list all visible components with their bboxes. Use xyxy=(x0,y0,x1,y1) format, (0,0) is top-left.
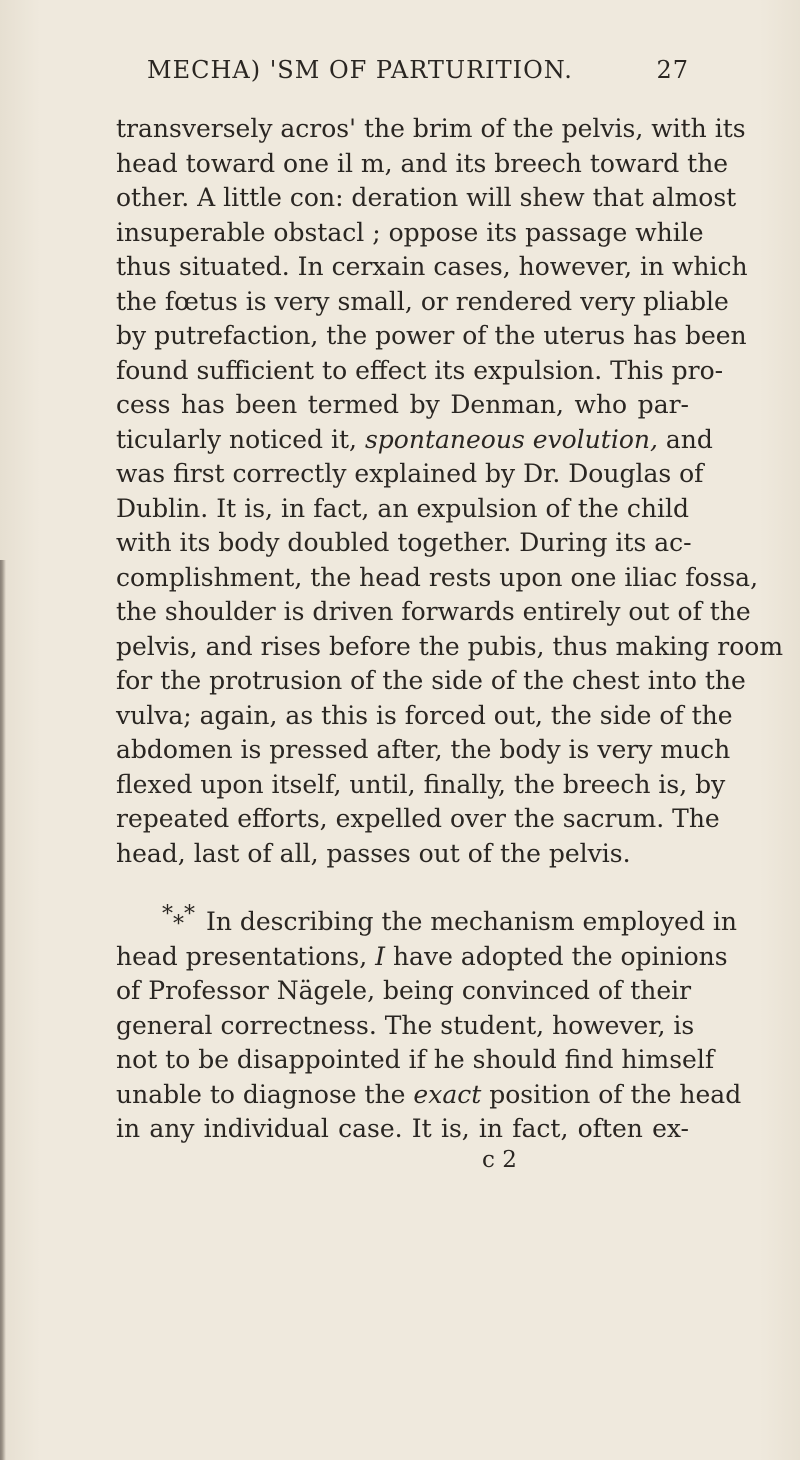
text-fragment: ticularly noticed it, xyxy=(116,424,357,454)
note-paragraph xyxy=(116,902,742,1147)
running-head: MECHA) 'SM OF PARTURITION. xyxy=(147,56,573,84)
text-line: vulva; again, as this is forced out, the side of the xyxy=(116,700,733,730)
text-fragment: position of the head xyxy=(489,1079,742,1109)
text-fragment: unable to diagnose the xyxy=(116,1079,406,1109)
text-line: with its body doubled together. During its ac- xyxy=(116,528,692,557)
text-line xyxy=(116,423,713,458)
page-number: 27 xyxy=(656,56,689,84)
binding-shadow xyxy=(0,560,6,1460)
text-line: head toward one il m, and its breech toward the xyxy=(116,148,729,178)
text-line: transversely acros' the brim of the pelvis, with its xyxy=(116,114,746,143)
text-fragment: head presentations, xyxy=(116,941,368,971)
text-line: pelvis, and rises before the pubis, thus making room xyxy=(116,631,784,661)
paragraph-gap xyxy=(116,871,689,905)
italic-term: exact xyxy=(413,1079,482,1109)
text-fragment: have adopted the opinions xyxy=(392,941,728,971)
text-line xyxy=(116,940,728,975)
text-line: repeated efforts, expelled over the sacrum. The xyxy=(116,804,720,833)
text-line: was first correctly explained by Dr. Douglas of xyxy=(116,459,704,488)
text-line: of Professor Nägele, being convinced of their xyxy=(116,976,692,1005)
italic-term: spontaneous evolution, xyxy=(364,424,658,454)
text-line: not to be disappointed if he should find himself xyxy=(116,1045,715,1074)
text-line: in any individual case. It is, in fact, often ex- xyxy=(116,1114,689,1143)
signature-mark: c 2 xyxy=(482,1146,517,1173)
text-fragment: In describing the mechanism employed in xyxy=(205,907,737,936)
text-line: by putrefaction, the power of the uterus has been xyxy=(116,321,747,350)
text-line: flexed upon itself, until, finally, the breech is, by xyxy=(116,769,726,799)
italic-pronoun: I xyxy=(375,941,385,971)
text-line: Dublin. It is, in fact, an expulsion of the child xyxy=(116,493,689,523)
text-fragment: and xyxy=(665,424,713,454)
text-line xyxy=(116,902,737,940)
text-line: head, last of all, passes out of the pelvis. xyxy=(116,838,631,868)
text-line: thus situated. In cerxain cases, however, in which xyxy=(116,252,748,281)
paragraph xyxy=(116,112,784,871)
asterism-icon: * * * xyxy=(162,902,195,937)
text-line: complishment, the head rests upon one iliac fossa, xyxy=(116,562,759,592)
text-line: cess has been termed by Denman, who par- xyxy=(116,390,689,419)
text-line: other. A little con: deration will shew that almost xyxy=(116,183,737,212)
page-header xyxy=(147,56,689,96)
body-text xyxy=(116,112,784,1173)
text-line: the shoulder is driven forwards entirely out of the xyxy=(116,597,751,626)
text-line: the fœtus is very small, or rendered very pliable xyxy=(116,286,729,316)
text-line xyxy=(116,1078,742,1113)
text-line: insuperable obstacl ; oppose its passage while xyxy=(116,217,704,247)
text-line: abdomen is pressed after, the body is very much xyxy=(116,735,731,764)
text-line: found sufficient to effect its expulsion. This pro- xyxy=(116,355,724,385)
text-line: for the protrusion of the side of the chest into the xyxy=(116,666,746,695)
text-line: general correctness. The student, however, is xyxy=(116,1010,695,1040)
